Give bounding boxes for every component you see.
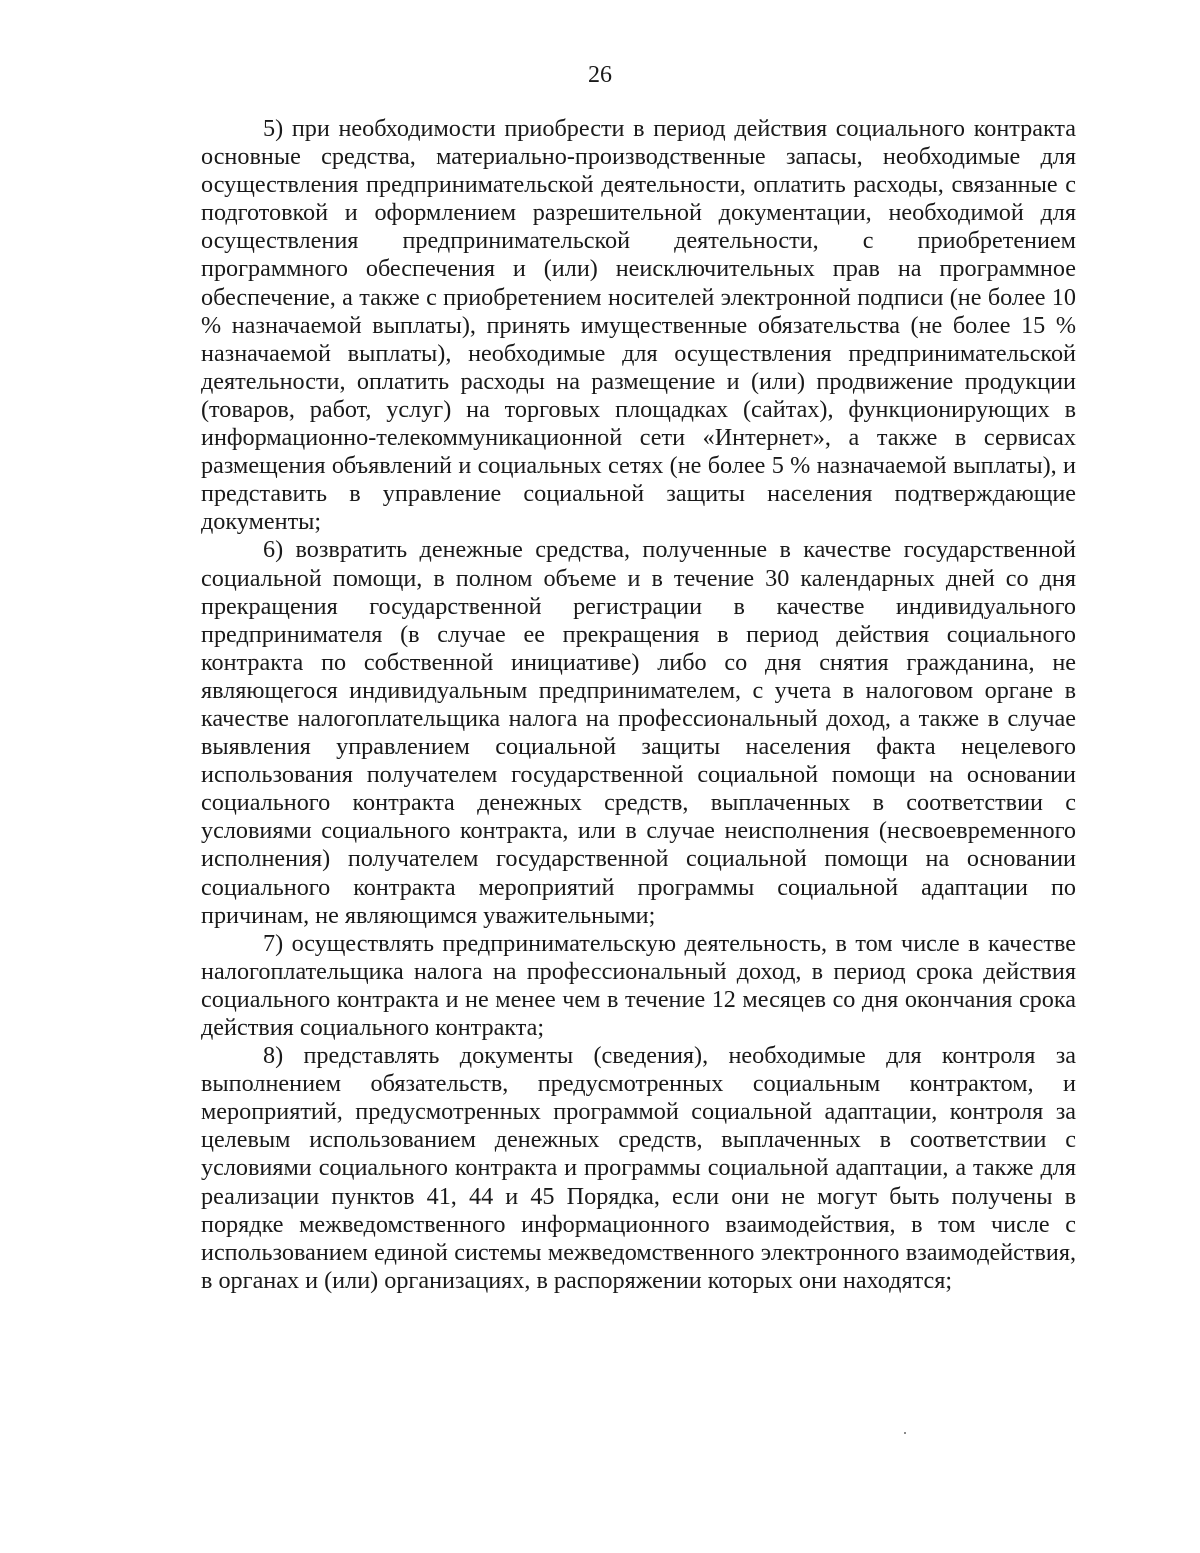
paragraph-item-8: 8) представлять документы (сведения), необходимые для контроля за выполнением обязательств, предусмотренных социальным контрактом, и мероприятий, предусмотренных программой социальной адаптации, контроля за целевым использованием денежных средств, выплаченных в соответствии с условиями социального контракта и программы социальной адаптации, а также для реализации пунктов 41, 44 и 45 Порядка, если они не могут быть получены в порядке межведомственного информационного взаимодействия, в том числе с использованием единой системы межведомственного электронного взаимодействия, в органах и (или) организациях, в распоряжении которых они находятся; (201, 1042, 1076, 1294)
paragraph-item-7: 7) осуществлять предпринимательскую деятельность, в том числе в качестве налогоплательщика налога на профессиональный доход, в период срока действия социального контракта и не менее чем в течение 12 месяцев со дня окончания срока действия социального контракта; (201, 929, 1076, 1041)
scan-artifact-dot (904, 1432, 906, 1434)
paragraph-item-5: 5) при необходимости приобрести в период действия социального контракта основные средства, материально-производственные запасы, необходимые для осуществления предпринимательской деятельности, оплатить расходы, связанные с подготовкой и оформлением разрешительной документации, необходимой для осуществления предпринимательской деятельности, с приобретением программного обеспечения и (или) неисключительных прав на программное обеспечение, а также с приобретением носителей электронной подписи (не более 10 % назначаемой выплаты), принять имущественные обязательства (не более 15 % назначаемой выплаты), необходимые для осуществления предпринимательской деятельности, оплатить расходы на размещение и (или) продвижение продукции (товаров, работ, услуг) на торговых площадках (сайтах), функционирующих в информационно-телекоммуникационной сети «Интернет», а также в сервисах размещения объявлений и социальных сетях (не более 5 % назначаемой выплаты), и представить в управление социальной защиты населения подтверждающие документы; (201, 115, 1076, 536)
page-number: 26 (588, 62, 612, 88)
document-body (201, 115, 1076, 1295)
paragraph-item-6: 6) возвратить денежные средства, полученные в качестве государственной социальной помощи, в полном объеме и в течение 30 календарных дней со дня прекращения государственной регистрации в качестве индивидуального предпринимателя (в случае ее прекращения в период действия социального контракта по собственной инициативе) либо со дня снятия гражданина, не являющегося индивидуальным предпринимателем, с учета в налоговом органе в качестве налогоплательщика налога на профессиональный доход, а также в случае выявления управлением социальной защиты населения факта нецелевого использования получателем государственной социальной помощи на основании социального контракта денежных средств, выплаченных в соответствии с условиями социального контракта, или в случае неисполнения (несвоевременного исполнения) получателем государственной социальной помощи на основании социального контракта мероприятий программы социальной адаптации по причинам, не являющимся уважительными; (201, 536, 1076, 929)
